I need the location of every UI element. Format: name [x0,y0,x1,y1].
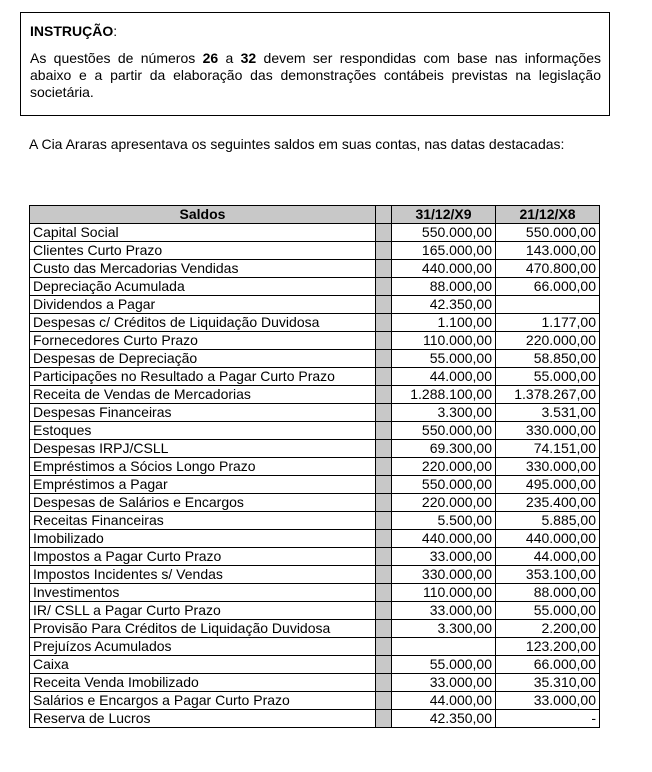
gap-cell [376,566,392,584]
gap-cell [376,260,392,278]
value-x8-cell: 58.850,00 [496,350,600,368]
gap-cell [376,602,392,620]
gap-cell [376,656,392,674]
value-x8-cell: 1.177,00 [496,314,600,332]
account-name-cell: Depreciação Acumulada [30,278,376,296]
instruction-title-colon: : [113,23,118,39]
gap-cell [376,458,392,476]
account-name-cell: Empréstimos a Pagar [30,476,376,494]
account-name-cell: Clientes Curto Prazo [30,242,376,260]
value-x8-cell: 1.378.267,00 [496,386,600,404]
account-name-cell: Reserva de Lucros [30,710,376,728]
table-row [30,296,600,314]
value-x8-cell: 220.000,00 [496,332,600,350]
value-x9-cell: 55.000,00 [392,350,496,368]
account-name-cell: Estoques [30,422,376,440]
account-name-cell: Receita de Vendas de Mercadorias [30,386,376,404]
account-name-cell: Impostos Incidentes s/ Vendas [30,566,376,584]
account-name-cell: Despesas Financeiras [30,404,376,422]
gap-cell [376,278,392,296]
table-row [30,620,600,638]
table-row [30,494,600,512]
gap-cell [376,296,392,314]
gap-cell [376,638,392,656]
value-x8-cell: 330.000,00 [496,422,600,440]
value-x9-cell: 220.000,00 [392,458,496,476]
account-name-cell: Caixa [30,656,376,674]
account-name-cell: Custo das Mercadorias Vendidas [30,260,376,278]
table-row [30,260,600,278]
value-x9-cell: 3.300,00 [392,404,496,422]
value-x9-cell: 33.000,00 [392,548,496,566]
account-name-cell: Despesas c/ Créditos de Liquidação Duvidosa [30,314,376,332]
value-x8-cell: 35.310,00 [496,674,600,692]
value-x9-cell: 110.000,00 [392,584,496,602]
value-x9-cell: 33.000,00 [392,602,496,620]
value-x9-cell: 440.000,00 [392,260,496,278]
account-name-cell: Prejuízos Acumulados [30,638,376,656]
account-name-cell: Capital Social [30,224,376,242]
value-x9-cell: 220.000,00 [392,494,496,512]
instruction-question-start: 26 [202,50,219,66]
header-gap [376,206,392,224]
table-row [30,422,600,440]
account-name-cell: Dividendos a Pagar [30,296,376,314]
account-name-cell: Despesas IRPJ/CSLL [30,440,376,458]
instruction-text-part: As questões de números [30,50,203,66]
gap-cell [376,476,392,494]
table-row [30,530,600,548]
account-name-cell: Despesas de Depreciação [30,350,376,368]
gap-cell [376,332,392,350]
account-name-cell: Participações no Resultado a Pagar Curto Prazo [30,368,376,386]
gap-cell [376,620,392,638]
account-name-cell: Receita Venda Imobilizado [30,674,376,692]
table-row [30,350,600,368]
value-x8-cell: - [496,710,600,728]
account-name-cell: IR/ CSLL a Pagar Curto Prazo [30,602,376,620]
table-row [30,692,600,710]
value-x8-cell: 66.000,00 [496,278,600,296]
gap-cell [376,710,392,728]
header-saldos: Saldos [30,206,376,224]
table-row [30,458,600,476]
value-x9-cell [392,638,496,656]
gap-cell [376,548,392,566]
value-x9-cell: 42.350,00 [392,710,496,728]
table-row [30,584,600,602]
value-x8-cell: 55.000,00 [496,602,600,620]
value-x8-cell: 66.000,00 [496,656,600,674]
table-row [30,278,600,296]
value-x9-cell: 69.300,00 [392,440,496,458]
instruction-text-part: devem ser respondidas com base nas informações abaixo e a partir da elaboração das demonstrações contábeis previstas na legislação societária. [30,50,601,100]
table-row [30,548,600,566]
value-x8-cell: 440.000,00 [496,530,600,548]
value-x8-cell: 550.000,00 [496,224,600,242]
value-x8-cell: 3.531,00 [496,404,600,422]
value-x9-cell: 110.000,00 [392,332,496,350]
value-x8-cell: 88.000,00 [496,584,600,602]
table-row [30,386,600,404]
table-row [30,710,600,728]
value-x8-cell: 5.885,00 [496,512,600,530]
value-x9-cell: 330.000,00 [392,566,496,584]
table-row [30,476,600,494]
table-row [30,332,600,350]
account-name-cell: Fornecedores Curto Prazo [30,332,376,350]
value-x9-cell: 440.000,00 [392,530,496,548]
gap-cell [376,242,392,260]
gap-cell [376,440,392,458]
table-row [30,638,600,656]
instruction-question-end: 32 [240,50,257,66]
value-x9-cell: 42.350,00 [392,296,496,314]
value-x8-cell: 44.000,00 [496,548,600,566]
table-row [30,656,600,674]
instruction-text [30,50,601,101]
account-name-cell: Imobilizado [30,530,376,548]
balances-table [29,205,600,728]
table-header-row [30,206,600,224]
table-row [30,314,600,332]
table-row [30,404,600,422]
gap-cell [376,674,392,692]
instruction-title-text: INSTRUÇÃO [30,23,114,39]
gap-cell [376,314,392,332]
value-x9-cell: 550.000,00 [392,224,496,242]
value-x9-cell: 55.000,00 [392,656,496,674]
gap-cell [376,494,392,512]
value-x8-cell: 235.400,00 [496,494,600,512]
header-31-12-x9: 31/12/X9 [392,206,496,224]
value-x9-cell: 5.500,00 [392,512,496,530]
value-x8-cell: 495.000,00 [496,476,600,494]
table-row [30,512,600,530]
account-name-cell: Receitas Financeiras [30,512,376,530]
instruction-title [30,23,601,40]
value-x9-cell: 550.000,00 [392,422,496,440]
gap-cell [376,224,392,242]
header-21-12-x8: 21/12/X8 [496,206,600,224]
gap-cell [376,530,392,548]
gap-cell [376,584,392,602]
account-name-cell: Empréstimos a Sócios Longo Prazo [30,458,376,476]
gap-cell [376,692,392,710]
value-x9-cell: 1.100,00 [392,314,496,332]
value-x8-cell: 143.000,00 [496,242,600,260]
value-x8-cell: 330.000,00 [496,458,600,476]
value-x8-cell: 470.800,00 [496,260,600,278]
value-x8-cell: 33.000,00 [496,692,600,710]
instruction-box [20,12,610,116]
instruction-text-part: a [218,50,241,66]
gap-cell [376,368,392,386]
value-x9-cell: 3.300,00 [392,620,496,638]
table-row [30,440,600,458]
value-x8-cell: 55.000,00 [496,368,600,386]
table-row [30,242,600,260]
gap-cell [376,422,392,440]
account-name-cell: Salários e Encargos a Pagar Curto Prazo [30,692,376,710]
gap-cell [376,350,392,368]
gap-cell [376,512,392,530]
value-x9-cell: 44.000,00 [392,368,496,386]
value-x9-cell: 165.000,00 [392,242,496,260]
value-x9-cell: 33.000,00 [392,674,496,692]
value-x8-cell: 123.200,00 [496,638,600,656]
table-row [30,566,600,584]
value-x8-cell [496,296,600,314]
intro-paragraph: A Cia Araras apresentava os seguintes saldos em suas contas, nas datas destacadas: [29,136,565,152]
value-x9-cell: 88.000,00 [392,278,496,296]
value-x9-cell: 44.000,00 [392,692,496,710]
value-x9-cell: 550.000,00 [392,476,496,494]
table-row [30,674,600,692]
table-body [30,224,600,728]
account-name-cell: Despesas de Salários e Encargos [30,494,376,512]
value-x8-cell: 353.100,00 [496,566,600,584]
value-x9-cell: 1.288.100,00 [392,386,496,404]
account-name-cell: Impostos a Pagar Curto Prazo [30,548,376,566]
account-name-cell: Investimentos [30,584,376,602]
gap-cell [376,404,392,422]
value-x8-cell: 2.200,00 [496,620,600,638]
table-row [30,368,600,386]
table-row [30,602,600,620]
table-row [30,224,600,242]
value-x8-cell: 74.151,00 [496,440,600,458]
gap-cell [376,386,392,404]
account-name-cell: Provisão Para Créditos de Liquidação Duvidosa [30,620,376,638]
